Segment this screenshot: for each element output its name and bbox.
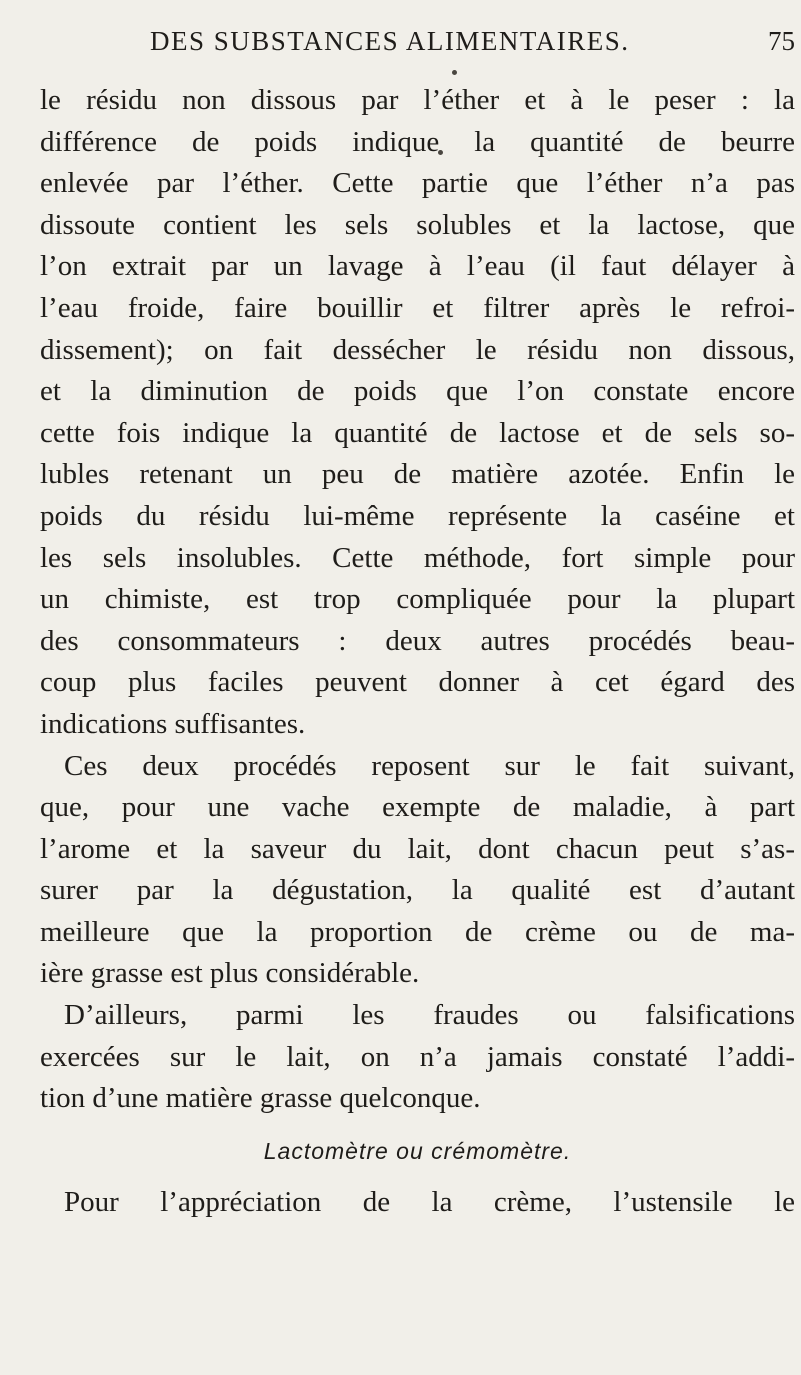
- text-line: l’arome et la saveur du lait, dont chacun peut s’as-: [40, 832, 795, 865]
- text-line: ière grasse est plus considérable.: [40, 957, 420, 990]
- text-line: dissoute contient les sels solubles et la lactose, que: [40, 208, 795, 241]
- text-line: différence de poids indique la quantité de beurre: [40, 125, 795, 158]
- running-head-title: DES SUBSTANCES ALIMENTAIRES.: [150, 26, 630, 56]
- text-line: que, pour une vache exempte de maladie, à part: [40, 791, 795, 824]
- text-line: tion d’une matière grasse quelconque.: [40, 1082, 481, 1115]
- text-line: indications suffisantes.: [40, 707, 306, 740]
- text-line: des consommateurs : deux autres procédés beau-: [40, 624, 795, 657]
- text-line: les sels insolubles. Cette méthode, fort simple pour: [40, 541, 795, 574]
- print-speck: [452, 70, 457, 75]
- text-line: Pour l’appréciation de la crème, l’ustensile le: [64, 1185, 795, 1218]
- paragraph-2: [40, 746, 795, 996]
- text-line: surer par la dégustation, la qualité est d’autant: [40, 874, 795, 907]
- body-text: [40, 80, 795, 1223]
- text-line: enlevée par l’éther. Cette partie que l’éther n’a pas: [40, 167, 795, 200]
- text-line: exercées sur le lait, on n’a jamais constaté l’addi-: [40, 1040, 795, 1073]
- text-line: coup plus faciles peuvent donner à cet égard des: [40, 666, 795, 699]
- text-line: et la diminution de poids que l’on constate encore: [40, 375, 795, 408]
- text-line: l’on extrait par un lavage à l’eau (il faut délayer à: [40, 250, 795, 283]
- text-line: D’ailleurs, parmi les fraudes ou falsifications: [64, 999, 795, 1032]
- text-line: meilleure que la proportion de crème ou de ma-: [40, 915, 795, 948]
- text-line: l’eau froide, faire bouillir et filtrer après le refroi-: [40, 291, 795, 324]
- paragraph-1: [40, 80, 795, 746]
- running-head: [150, 26, 795, 70]
- paragraph-3: [40, 995, 795, 1120]
- text-line: le résidu non dissous par l’éther et à le peser : la: [40, 84, 795, 116]
- text-line: cette fois indique la quantité de lactose et de sels so-: [40, 416, 795, 449]
- page-number: 75: [768, 26, 795, 56]
- text-line: un chimiste, est trop compliquée pour la plupart: [40, 583, 795, 616]
- text-line: poids du résidu lui-même représente la caséine et: [40, 499, 795, 532]
- paragraph-4: [40, 1182, 795, 1224]
- text-line: dissement); on fait dessécher le résidu non dissous,: [40, 333, 795, 366]
- text-line: lubles retenant un peu de matière azotée. Enfin le: [40, 458, 795, 491]
- text-line: Ces deux procédés reposent sur le fait suivant,: [64, 749, 795, 782]
- section-heading: Lactomètre ou crémomètre.: [263, 1137, 572, 1164]
